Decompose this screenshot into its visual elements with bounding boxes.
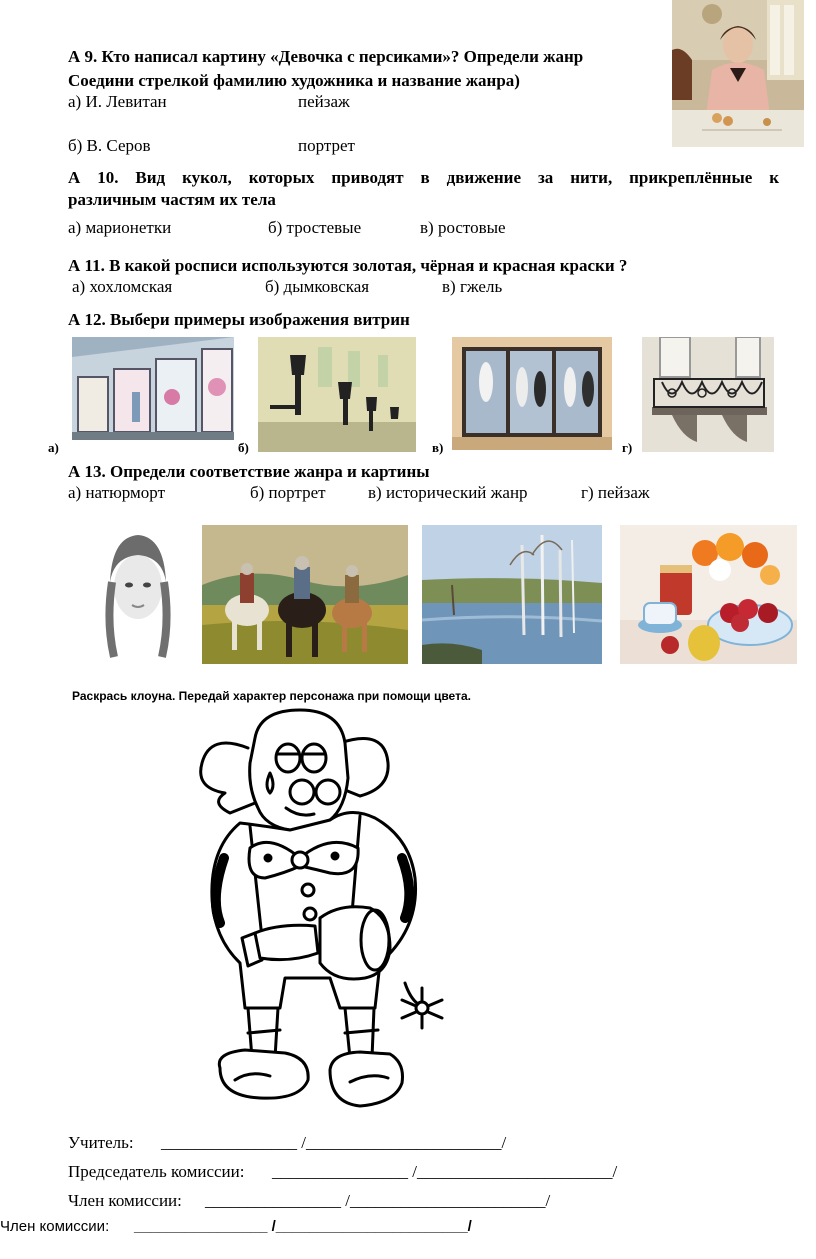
shop-window-photo-a xyxy=(72,337,234,440)
chair-label: Председатель комиссии: xyxy=(68,1162,245,1181)
a10-option-a: а) марионетки xyxy=(68,218,172,237)
bogatyrs-historical-painting xyxy=(202,525,408,664)
shop-window-mannequins-photo-c xyxy=(452,337,612,450)
a12-label-b: б) xyxy=(238,440,249,455)
clown-coloring-illustration xyxy=(190,708,452,1128)
a13-option-a: а) натюрморт xyxy=(68,483,165,502)
a10-option-c: в) ростовые xyxy=(420,218,506,237)
a13-question: А 13. Определи соответствие жанра и картины xyxy=(68,462,430,481)
still-life-painting xyxy=(620,525,797,664)
teacher-signature-line[interactable]: ________________ /_______________________/ xyxy=(161,1133,507,1152)
a10-option-b: б) тростевые xyxy=(268,218,362,237)
a12-label-c: в) xyxy=(432,440,444,455)
girl-portrait-image xyxy=(92,527,184,663)
clown-instruction: Раскрась клоуна. Передай характер персонажа при помощи цвета. xyxy=(72,689,471,703)
a12-question: А 12. Выбери примеры изображения витрин xyxy=(68,310,410,329)
member2-signature-line[interactable]: ________________ /_______________________/ xyxy=(134,1218,472,1235)
member-label: Член комиссии: xyxy=(68,1191,182,1210)
a12-label-d: г) xyxy=(622,440,633,455)
a10-question-line2: различным частям их тела xyxy=(68,190,276,209)
a9-option-b-artist: б) В. Серов xyxy=(68,136,151,155)
girl-with-peaches-painting xyxy=(672,0,804,147)
a9-question-line2: Соедини стрелкой фамилию художника и название жанра) xyxy=(68,71,520,90)
member2-label: Член комиссии: xyxy=(0,1218,110,1235)
a11-option-b: б) дымковская xyxy=(265,277,370,296)
teacher-label: Учитель: xyxy=(68,1133,134,1152)
a11-option-c: в) гжель xyxy=(442,277,503,296)
a9-option-a-genre: пейзаж xyxy=(298,92,350,111)
street-lamps-photo-b xyxy=(258,337,416,452)
chair-signature-line[interactable]: ________________ /_______________________/ xyxy=(272,1162,618,1181)
a11-option-a: а) хохломская xyxy=(72,277,173,296)
a13-option-b: б) портрет xyxy=(250,483,326,502)
a9-option-b-genre: портрет xyxy=(298,136,355,155)
a9-question-line1: А 9. Кто написал картину «Девочка с персиками»? Определи жанр xyxy=(68,47,584,66)
a9-option-a-artist: а) И. Левитан xyxy=(68,92,167,111)
spring-flood-landscape-painting xyxy=(422,525,602,664)
a11-question: А 11. В какой росписи используются золотая, чёрная и красная краски ? xyxy=(68,256,628,275)
member-signature-line[interactable]: ________________ /_______________________/ xyxy=(205,1191,551,1210)
a13-option-c: в) исторический жанр xyxy=(368,483,528,502)
a13-option-d: г) пейзаж xyxy=(581,483,650,502)
a12-label-a: а) xyxy=(48,440,59,455)
balcony-photo-d xyxy=(642,337,774,452)
a10-question-line1: А 10. Вид кукол, которых приводят в движение за нити, прикреплённые к xyxy=(68,168,779,187)
